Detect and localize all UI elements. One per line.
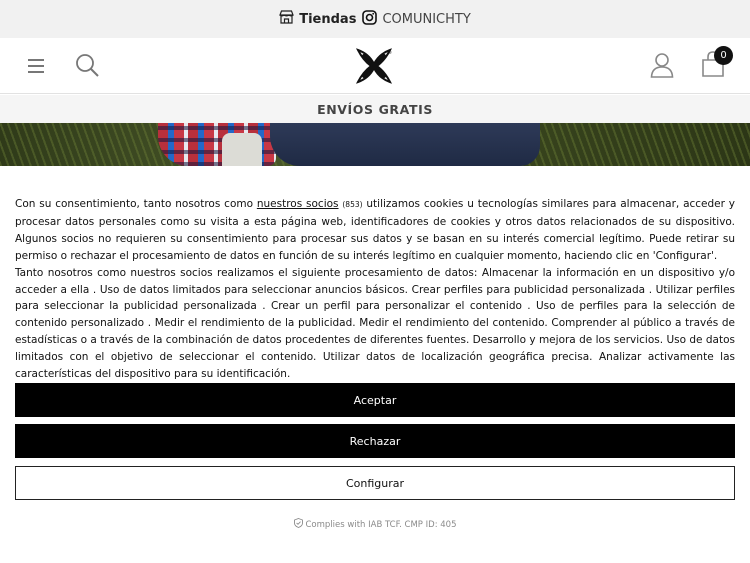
promo-banner: ENVÍOS GRATIS — [0, 95, 750, 123]
hero-image — [0, 123, 750, 166]
store-icon — [279, 10, 294, 28]
partners-link[interactable]: nuestros socios — [256, 198, 339, 210]
stores-label: Tiendas — [299, 11, 357, 27]
cookie-consent-panel — [0, 166, 750, 563]
instagram-icon — [362, 10, 377, 29]
tcf-compliance-note — [0, 518, 750, 531]
consent-text — [15, 196, 735, 383]
consent-intro-end: utilizamos cookies u tecnologías similares para almacenar, acceder y procesar datos personales como su visita a esta página web, identificadores de cookies y otros datos relacionados de su dispositivo. Algunos socios no requieren su consentimiento para procesar sus datos y se basan en su interés comercial legítimo. Puede retirar su permiso o rechazar el procesamiento de datos en función de su interés legítimo en cualquier momento, haciendo clic en 'Configurar'. — [15, 198, 736, 262]
shield-check-icon — [294, 518, 303, 531]
partners-count: (853) — [342, 200, 363, 209]
brand-logo[interactable] — [355, 48, 393, 88]
configure-button[interactable]: Configurar — [15, 466, 735, 500]
consent-intro-start: Con su consentimiento, tanto nosotros como — [15, 198, 257, 210]
reject-button[interactable]: Rechazar — [15, 424, 735, 458]
site-header — [0, 38, 750, 94]
search-icon[interactable] — [75, 53, 100, 82]
consent-intro-paragraph — [15, 196, 735, 265]
accept-button[interactable]: Aceptar — [15, 383, 735, 417]
cart-count-badge: 0 — [714, 46, 733, 65]
user-account-icon[interactable] — [650, 52, 674, 82]
stores-link[interactable] — [279, 10, 356, 28]
instagram-label: COMUNICHTY — [382, 11, 471, 27]
instagram-link[interactable] — [362, 10, 470, 29]
top-bar — [0, 0, 750, 38]
tcf-compliance-text: Complies with IAB TCF. CMP ID: 405 — [305, 519, 457, 530]
svg-text:®: ® — [388, 50, 392, 55]
menu-icon[interactable] — [28, 59, 44, 73]
consent-purposes-paragraph: Tanto nosotros como nuestros socios realizamos el siguiente procesamiento de datos: Almacenar la información en un dispositivo y/o acceder a ella . Uso de datos limitados para seleccionar anuncios básicos. Crear perfiles para publicidad personalizada . Utilizar perfiles para seleccionar la publicidad personalizada . Crear un perfil para personalizar el contenido . Uso de perfiles para la selección de contenido personalizado . Medir el rendimiento de la publicidad. Medir el rendimiento del contenido. Comprender al público a través de estadísticas o a través de la combinación de datos procedentes de diferentes fuentes. Desarrollo y mejora de los servicios. Uso de datos limitados con el objetivo de seleccionar el contenido. Utilizar datos de localización geográfica precisa. Analizar activamente las características del dispositivo para su identificación. — [15, 266, 735, 381]
